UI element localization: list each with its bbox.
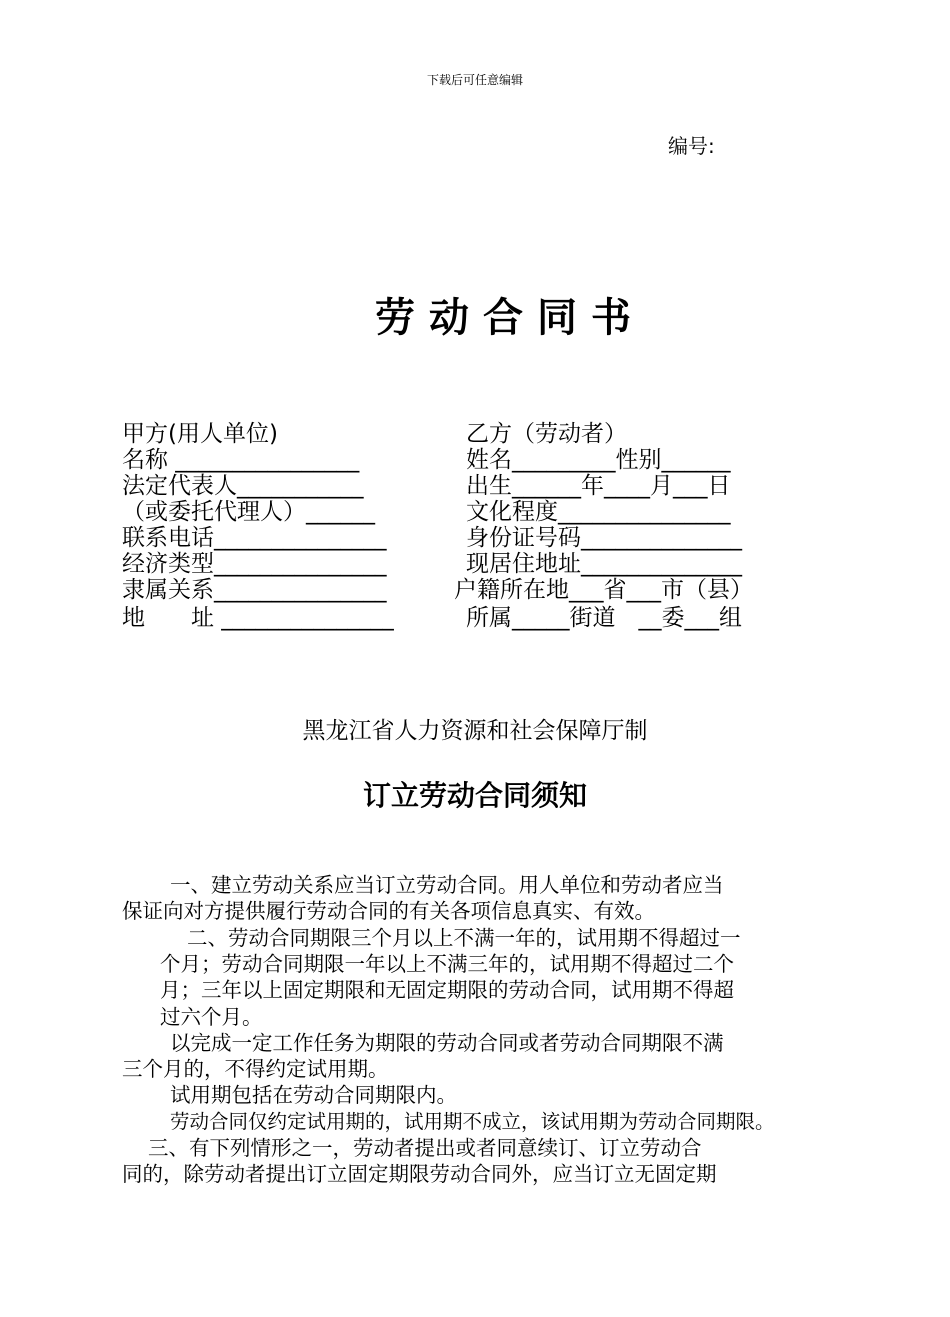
party-b-id-field: 身份证号码______________ bbox=[466, 525, 742, 551]
party-b-education-field: 文化程度_______________ bbox=[466, 499, 731, 525]
notice-line: 劳动合同仅约定试用期的，试用期不成立，该试用期为劳动合同期限。 bbox=[170, 1110, 775, 1133]
notice-line: 同的，除劳动者提出订立固定期限劳动合同外，应当订立无固定期 bbox=[122, 1162, 717, 1186]
notice-line: 以完成一定工作任务为期限的劳动合同或者劳动合同期限不满 bbox=[170, 1031, 724, 1055]
party-a-affiliation-field: 隶属关系_______________ bbox=[122, 577, 387, 603]
notice-title: 订立劳动合同须知 bbox=[362, 779, 587, 812]
party-a-legal-rep-field: 法定代表人___________ bbox=[122, 473, 364, 499]
notice-line: 月；三年以上固定期限和无固定期限的劳动合同，试用期不得超 bbox=[160, 978, 734, 1002]
party-b-name-gender-field: 姓名_________性别______ bbox=[466, 447, 731, 473]
serial-number-label: 编号: bbox=[668, 134, 715, 158]
party-b-district-field: 所属_____街道 __委___组 bbox=[466, 605, 742, 631]
notice-line: 试用期包括在劳动合同期限内。 bbox=[170, 1083, 457, 1107]
party-b-heading: 乙方（劳动者） bbox=[466, 421, 627, 447]
notice-line: 过六个月。 bbox=[160, 1005, 263, 1029]
party-a-agent-field: （或委托代理人）______ bbox=[122, 499, 375, 525]
party-a-phone-field: 联系电话_______________ bbox=[122, 525, 387, 551]
party-a-address-field: 地 址 _______________ bbox=[122, 605, 394, 631]
party-b-hukou-field: 户籍所在地___省___市（县） bbox=[454, 577, 753, 603]
header-note: 下载后可任意编辑 bbox=[426, 73, 523, 87]
party-a-heading: 甲方(用人单位) bbox=[122, 421, 278, 447]
document-title: 劳动合同书 bbox=[375, 294, 645, 341]
party-a-econ-type-field: 经济类型_______________ bbox=[122, 551, 387, 577]
notice-line: 一、建立劳动关系应当订立劳动合同。用人单位和劳动者应当 bbox=[170, 873, 724, 897]
notice-line: 三、有下列情形之一，劳动者提出或者同意续订、订立劳动合 bbox=[148, 1136, 702, 1160]
party-b-birth-field: 出生______年____月___日 bbox=[466, 473, 731, 499]
party-a-name-field: 名称 ________________ bbox=[122, 447, 360, 473]
notice-line: 三个月的，不得约定试用期。 bbox=[122, 1057, 389, 1081]
notice-line: 个月；劳动合同期限一年以上不满三年的，试用期不得超过二个 bbox=[160, 952, 734, 976]
issuer-line: 黑龙江省人力资源和社会保障厅制 bbox=[302, 718, 648, 744]
party-b-residence-field: 现居住地址______________ bbox=[466, 551, 742, 577]
notice-line: 二、劳动合同期限三个月以上不满一年的，试用期不得超过一 bbox=[187, 926, 741, 950]
notice-line: 保证向对方提供履行劳动合同的有关各项信息真实、有效。 bbox=[122, 899, 655, 923]
